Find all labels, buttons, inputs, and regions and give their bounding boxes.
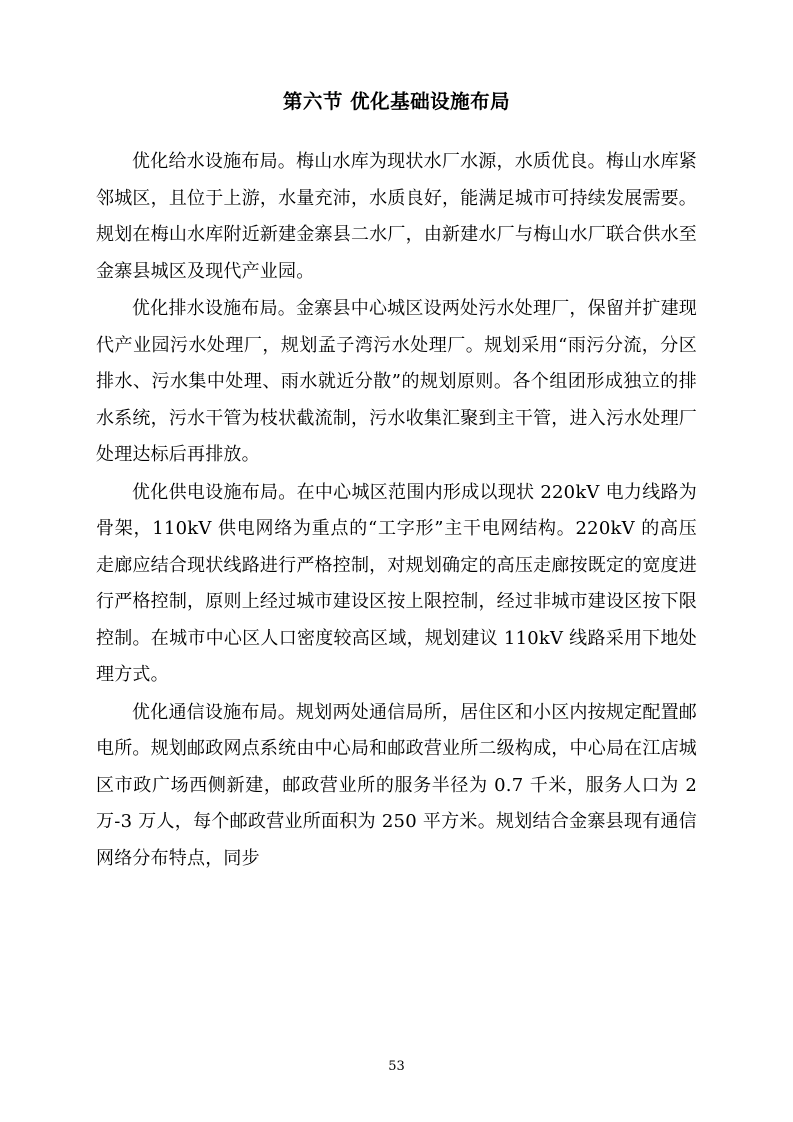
page-content-area xyxy=(96,86,697,1062)
page-number: 53 xyxy=(388,1059,405,1074)
paragraph-drainage: 优化排水设施布局。金寨县中心城区设两处污水处理厂，保留并扩建现代产业园污水处理厂，规划孟子湾污水处理厂。规划采用“雨污分流，分区排水、污水集中处理、雨水就近分散”的规划原则。各个组团形成独立的排水系统，污水干管为枝状截流制，污水收集汇聚到主干管，进入污水处理厂处理达标后再排放。 xyxy=(96,298,697,465)
paragraph-communications: 优化通信设施布局。规划两处通信局所，居住区和小区内按规定配置邮电所。规划邮政网点系统由中心局和邮政营业所二级构成，中心局在江店城区市政广场西侧新建，邮政营业所的服务半径为 0.7 千米，服务人口为 2 万-3 万人，每个邮政营业所面积为 250 平方米。规划结合金寨县现有通信网络分布特点，同步 xyxy=(96,701,697,869)
paragraph-water-supply: 优化给水设施布局。梅山水库为现状水厂水源，水质优良。梅山水库紧邻城区，且位于上游，水量充沛，水质良好，能满足城市可持续发展需要。规划在梅山水库附近新建金寨县二水厂，由新建水厂与梅山水厂联合供水至金寨县城区及现代产业园。 xyxy=(96,151,697,282)
paragraph-power-supply: 优化供电设施布局。在中心城区范围内形成以现状 220kV 电力线路为骨架，110kV 供电网络为重点的“工字形”主干电网结构。220kV 的高压走廊应结合现状线路进行严格控制，对规划确定的高压走廊按既定的宽度进行严格控制，原则上经过城市建设区按上限控制，经过非城市建设区按下限控制。在城市中心区人口密度较高区域，规划建议 110kV 线路采用下地处理方式。 xyxy=(96,481,697,685)
page-title: 第六节 优化基础设施布局 xyxy=(282,90,511,113)
